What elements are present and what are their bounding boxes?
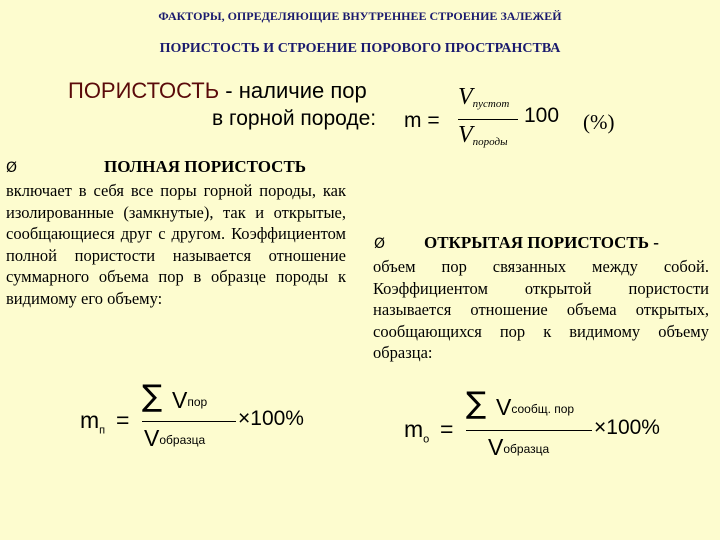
open-porosity-text: объем пор связанных между собой. Коэффициентом открытой пористости называется отношение объема открытых, сообщающихся пор к видимому объему образца: xyxy=(373,257,709,362)
definition-text-2: в горной породе: xyxy=(212,107,377,130)
header-subtitle: ПОРИСТОСТЬ И СТРОЕНИЕ ПОРОВОГО ПРОСТРАНСТВА xyxy=(159,41,561,56)
open-bullet-icon: Ø xyxy=(374,236,386,252)
definition-unit: (%) xyxy=(583,110,615,134)
total-porosity-text: включает в себя все поры горной породы, как изолированные (замкнутые), так и открытые, сообщающиеся друг с другом. Коэффициентом полной пористости называется отношение суммарного объема пор в образце породы к видимому его объему: xyxy=(6,181,346,308)
open-formula-numerator: $V_{сообщ. пор}$ xyxy=(496,394,575,420)
definition-formula-lhs: m = xyxy=(404,109,440,132)
total-porosity-title: ПОЛНАЯ ПОРИСТОСТЬ xyxy=(104,157,307,176)
open-formula-m: $m_о$ xyxy=(404,416,430,446)
open-formula-denominator: $V_{образца}$ xyxy=(488,434,550,460)
total-formula-sigma: ∑ xyxy=(142,379,163,414)
open-formula-multiplier: ×100% xyxy=(594,416,660,439)
porosity-term: ПОРИСТОСТЬ xyxy=(68,78,220,103)
open-formula-fraction-line xyxy=(466,430,592,431)
open-porosity-formula xyxy=(404,386,674,470)
header-title: ФАКТОРЫ, ОПРЕДЕЛЯЮЩИЕ ВНУТРЕННЕЕ СТРОЕНИЕ ЗАЛЕЖЕЙ xyxy=(158,9,562,23)
definition-text-1: - наличие пор xyxy=(219,78,367,103)
total-formula-multiplier: ×100% xyxy=(238,407,304,430)
open-formula-equals: = xyxy=(440,416,454,442)
total-formula-m: $m_п$ xyxy=(80,407,106,437)
total-porosity-formula xyxy=(80,379,304,455)
total-formula-equals: = xyxy=(116,407,130,433)
open-porosity-title: ОТКРЫТАЯ ПОРИСТОСТЬ xyxy=(424,233,649,252)
total-formula-denominator: $V_{образца}$ xyxy=(144,425,206,451)
total-bullet-icon: Ø xyxy=(6,160,18,176)
total-formula-fraction-line xyxy=(142,421,236,422)
definition-fraction-line xyxy=(458,119,518,120)
open-porosity-title-line xyxy=(424,233,659,253)
definition-formula-multiplier: 100 xyxy=(524,104,560,127)
total-formula-numerator: $V_{пор}$ xyxy=(172,387,208,413)
definition-line-1 xyxy=(68,78,367,104)
definition-formula-denominator: $V_{породы}$ xyxy=(458,122,508,148)
open-porosity-dash: - xyxy=(649,233,659,252)
open-formula-sigma: ∑ xyxy=(466,386,487,421)
definition-formula-numerator: $V_{пустот}$ xyxy=(458,84,510,110)
